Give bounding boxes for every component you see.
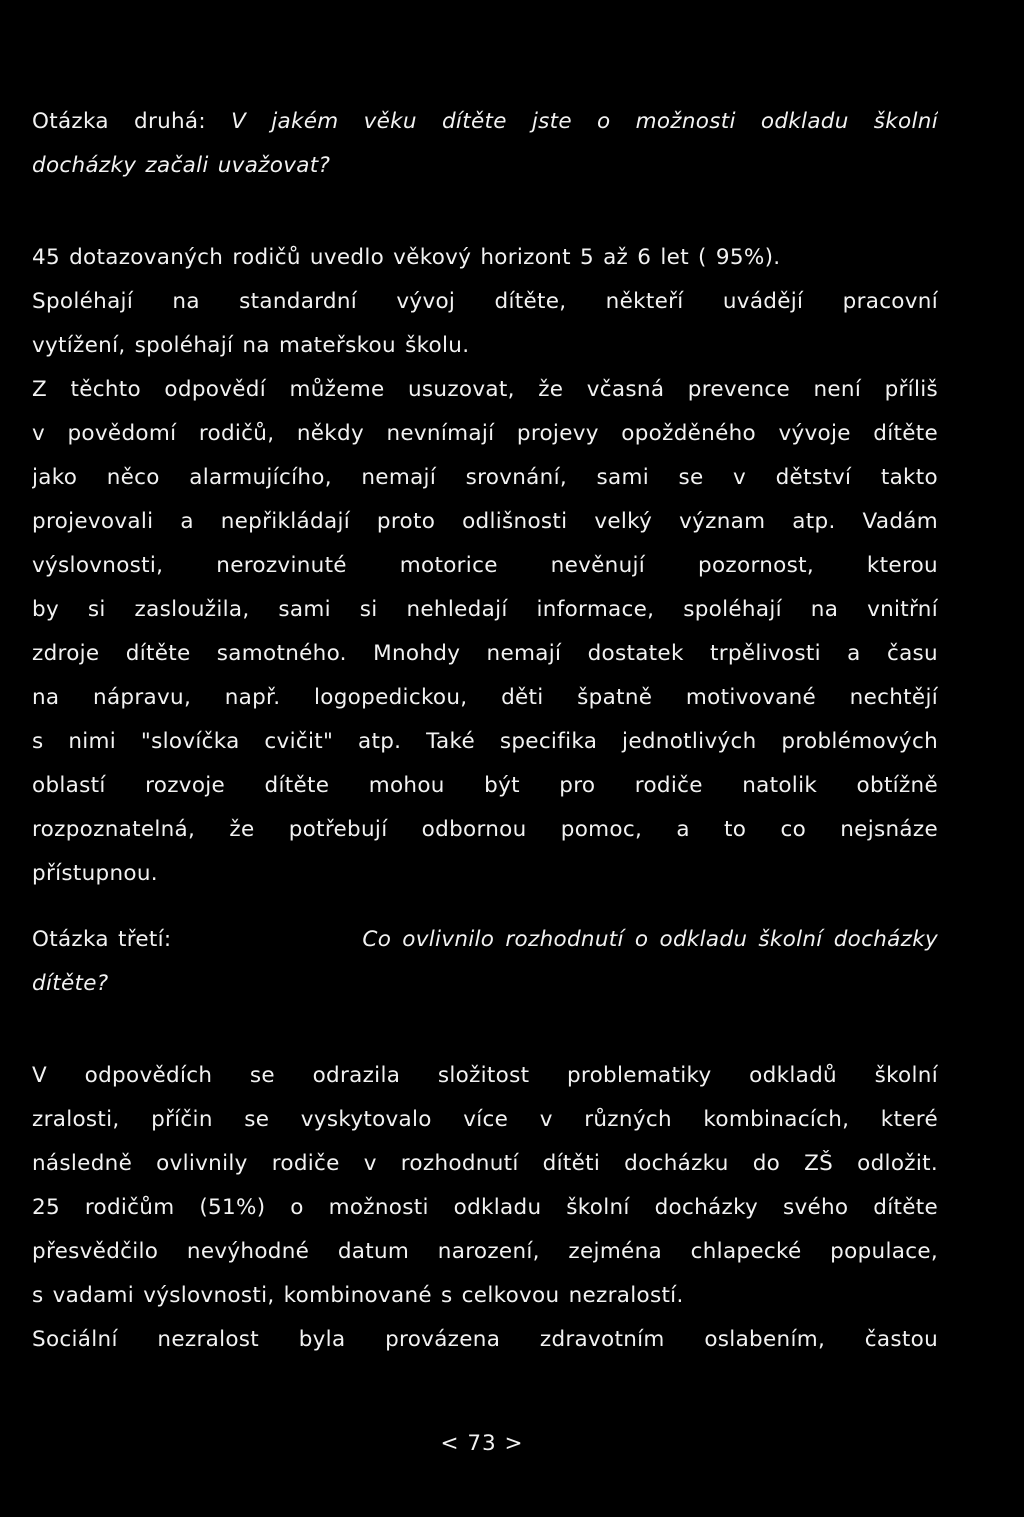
paragraph-line: na nápravu, např. logopedickou, děti špatně motivované nechtějí — [32, 685, 938, 710]
paragraph-commentary — [32, 368, 938, 896]
document-page — [32, 100, 938, 1362]
spacer — [32, 188, 938, 236]
spacer — [32, 896, 938, 918]
paragraph-line: výslovnosti, nerozvinuté motorice nevěnují pozornost, kterou — [32, 553, 938, 578]
question-two-label: Otázka druhá: — [32, 109, 206, 134]
paragraph-line: v povědomí rodičů, někdy nevnímají projevy opožděného vývoje dítěte — [32, 421, 938, 446]
paragraph-line: Sociální nezralost byla provázena zdravotním oslabením, častou — [32, 1327, 938, 1352]
paragraph-line: zralosti, příčin se vyskytovalo více v různých kombinacích, které — [32, 1107, 938, 1132]
question-three-line2: dítěte? — [32, 971, 109, 996]
paragraph-line: přístupnou. — [32, 861, 158, 886]
paragraph-line: 25 rodičům (51%) o možnosti odkladu školní docházky svého dítěte — [32, 1195, 938, 1220]
paragraph-line: s nimi "slovíčka cvičit" atp. Také specifika jednotlivých problémových — [32, 729, 938, 754]
page-number: < 73 > — [440, 1431, 524, 1456]
paragraph-line: s vadami výslovnosti, kombinované s celkovou nezralostí. — [32, 1283, 684, 1308]
paragraph-line: zdroje dítěte samotného. Mnohdy nemají dostatek trpělivosti a času — [32, 641, 938, 666]
paragraph-line: následně ovlivnily rodiče v rozhodnutí dítěti docházku do ZŠ odložit. — [32, 1151, 938, 1176]
paragraph-line: V odpovědích se odrazila složitost problematiky odkladů školní — [32, 1063, 938, 1088]
paragraph-line: oblastí rozvoje dítěte mohou být pro rodiče natolik obtížně — [32, 773, 938, 798]
question-two-line1 — [32, 100, 938, 144]
paragraph-line: Spoléhají na standardní vývoj dítěte, někteří uvádějí pracovní — [32, 289, 938, 314]
paragraph-line: přesvědčilo nevýhodné datum narození, zejména chlapecké populace, — [32, 1239, 938, 1264]
paragraph-line: 45 dotazovaných rodičů uvedlo věkový horizont 5 až 6 let ( 95%). — [32, 245, 781, 270]
question-three-label: Otázka třetí: — [32, 927, 172, 952]
question-three-text: Co ovlivnilo rozhodnutí o odkladu školní docházky — [362, 927, 938, 952]
paragraph-line: by si zasloužila, sami si nehledají informace, spoléhají na vnitřní — [32, 597, 938, 622]
question-two-line2: docházky začali uvažovat? — [32, 153, 331, 178]
question-three-line1 — [32, 918, 938, 962]
paragraph-line: jako něco alarmujícího, nemají srovnání, sami se v dětství takto — [32, 465, 938, 490]
paragraph-line: rozpoznatelná, že potřebují odbornou pomoc, a to co nejsnáze — [32, 817, 938, 842]
paragraph-line: vytížení, spoléhají na mateřskou školu. — [32, 333, 470, 358]
paragraph-line: Z těchto odpovědí můžeme usuzovat, že včasná prevence není příliš — [32, 377, 938, 402]
paragraph-answer-two — [32, 236, 938, 368]
paragraph-answer-three — [32, 1054, 938, 1362]
question-two-text: V jakém věku dítěte jste o možnosti odkladu školní — [231, 109, 938, 134]
spacer — [32, 1006, 938, 1054]
paragraph-line: projevovali a nepřikládají proto odlišnosti velký význam atp. Vadám — [32, 509, 938, 534]
